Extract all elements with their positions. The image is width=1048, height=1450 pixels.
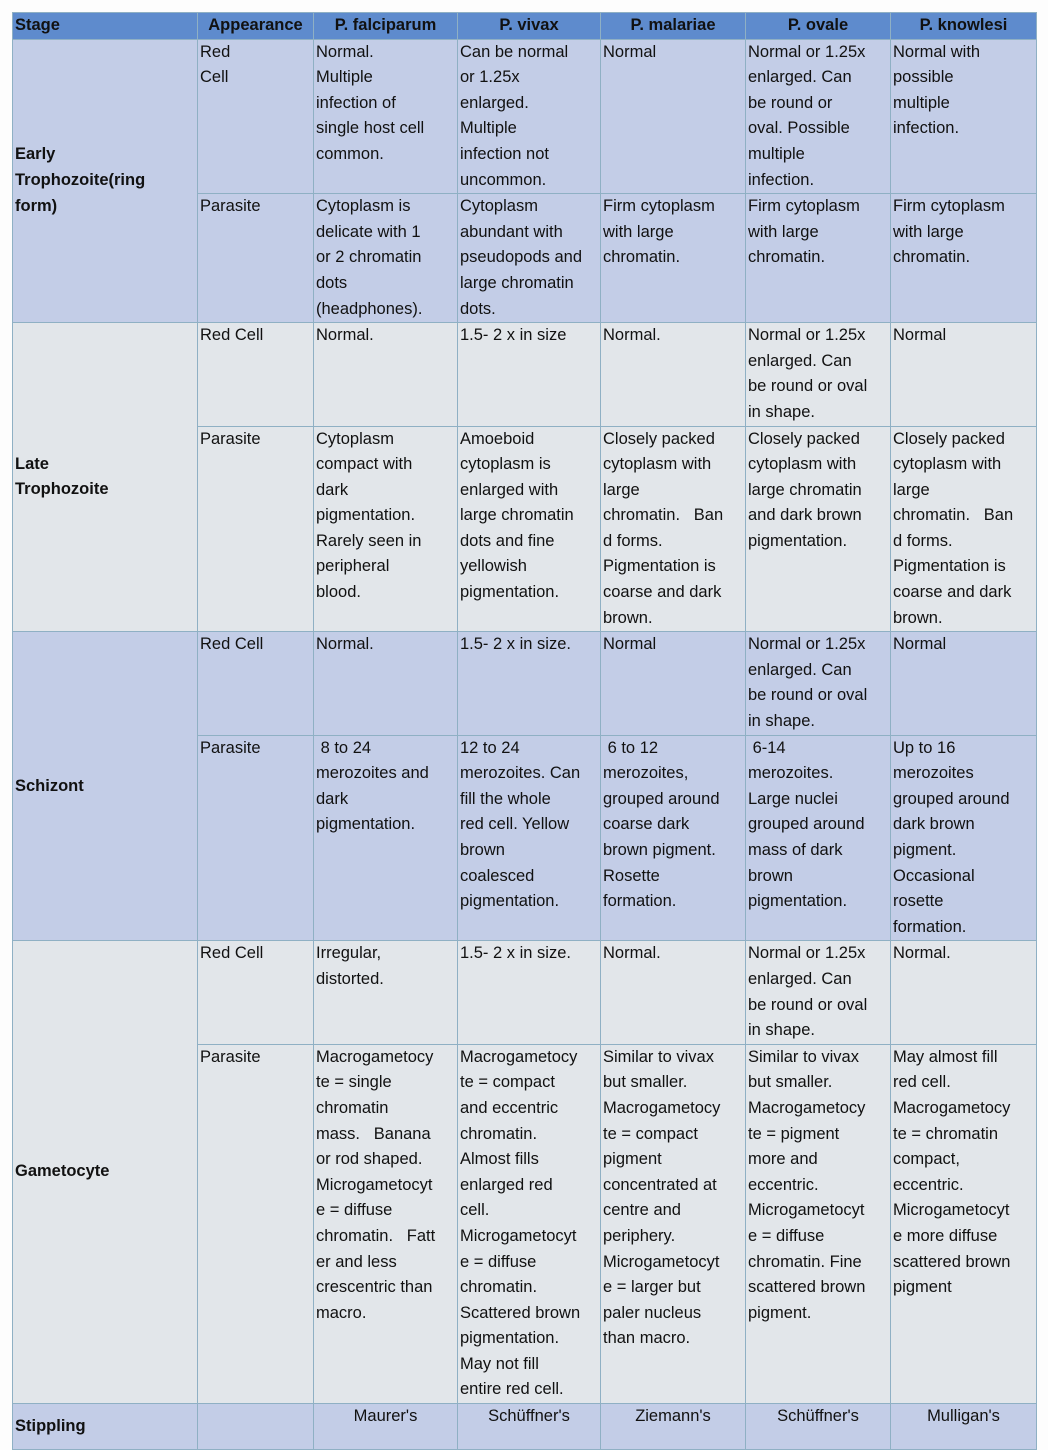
table-row <box>13 39 1037 194</box>
cell-p-vivax: Amoeboid cytoplasm is enlarged with large chromatin dots and fine yellowish pigmentation. <box>458 426 601 632</box>
stippling-p-knowlesi: Mulligan's <box>891 1404 1037 1450</box>
cell-p-ovale: Normal or 1.25x enlarged. Can be round or oval. Possible multiple infection. <box>746 39 891 194</box>
cell-p-knowlesi: Up to 16 merozoites grouped around dark brown pigment. Occasional rosette formation. <box>891 735 1037 941</box>
cell-p-ovale: Normal or 1.25x enlarged. Can be round or oval in shape. <box>746 941 891 1044</box>
cell-p-knowlesi: Closely packed cytoplasm with large chromatin. Ban d forms. Pigmentation is coarse and dark brown. <box>891 426 1037 632</box>
cell-p-falciparum: Cytoplasm compact with dark pigmentation. Rarely seen in peripheral blood. <box>314 426 458 632</box>
cell-p-malariae: Firm cytoplasm with large chromatin. <box>601 194 746 323</box>
cell-p-falciparum: Cytoplasm is delicate with 1 or 2 chromatin dots (headphones). <box>314 194 458 323</box>
cell-p-ovale: Similar to vivax but smaller. Macrogametocy te = pigment more and eccentric. Microgametocyt e = diffuse chromatin. Fine scattered brown pigment. <box>746 1044 891 1403</box>
cell-p-malariae: Normal. <box>601 323 746 426</box>
stage-label: Early Trophozoite(ring form) <box>13 39 198 323</box>
header-row <box>13 13 1037 40</box>
appearance-label <box>198 1404 314 1450</box>
header-p-knowlesi: P. knowlesi <box>891 13 1037 40</box>
appearance-label: Parasite <box>198 1044 314 1403</box>
appearance-label: Parasite <box>198 194 314 323</box>
header-p-falciparum: P. falciparum <box>314 13 458 40</box>
cell-p-malariae: Normal. <box>601 941 746 1044</box>
cell-p-falciparum: 8 to 24 merozoites and dark pigmentation. <box>314 735 458 941</box>
stage-label: Schizont <box>13 632 198 941</box>
cell-p-ovale: 6-14 merozoites. Large nuclei grouped around mass of dark brown pigmentation. <box>746 735 891 941</box>
header-p-ovale: P. ovale <box>746 13 891 40</box>
cell-p-vivax: 12 to 24 merozoites. Can fill the whole red cell. Yellow brown coalesced pigmentation. <box>458 735 601 941</box>
appearance-label: Red Cell <box>198 39 314 194</box>
stippling-p-ovale: Schüffner's <box>746 1404 891 1450</box>
stage-label: Late Trophozoite <box>13 323 198 632</box>
cell-p-vivax: Can be normal or 1.25x enlarged. Multiple infection not uncommon. <box>458 39 601 194</box>
table-row <box>13 323 1037 426</box>
cell-p-knowlesi: Normal. <box>891 941 1037 1044</box>
malaria-species-comparison-table <box>12 12 1037 1450</box>
cell-p-falciparum: Normal. <box>314 632 458 735</box>
header-p-malariae: P. malariae <box>601 13 746 40</box>
stippling-p-vivax: Schüffner's <box>458 1404 601 1450</box>
cell-p-malariae: Similar to vivax but smaller. Macrogametocy te = compact pigment concentrated at centre and periphery. Microgametocyt e = larger but paler nucleus than macro. <box>601 1044 746 1403</box>
cell-p-ovale: Normal or 1.25x enlarged. Can be round or oval in shape. <box>746 632 891 735</box>
cell-p-malariae: Normal <box>601 632 746 735</box>
cell-p-vivax: 1.5- 2 x in size <box>458 323 601 426</box>
cell-p-vivax: 1.5- 2 x in size. <box>458 632 601 735</box>
cell-p-vivax: Macrogametocy te = compact and eccentric chromatin. Almost fills enlarged red cell. Microgametocyt e = diffuse chromatin. Scattered brown pigmentation. May not fill entire red cell. <box>458 1044 601 1403</box>
cell-p-malariae: 6 to 12 merozoites, grouped around coarse dark brown pigment. Rosette formation. <box>601 735 746 941</box>
stippling-p-falciparum: Maurer's <box>314 1404 458 1450</box>
header-stage: Stage <box>13 13 198 40</box>
appearance-label: Parasite <box>198 426 314 632</box>
cell-p-ovale: Closely packed cytoplasm with large chromatin and dark brown pigmentation. <box>746 426 891 632</box>
cell-p-malariae: Closely packed cytoplasm with large chromatin. Ban d forms. Pigmentation is coarse and dark brown. <box>601 426 746 632</box>
cell-p-knowlesi: Normal <box>891 323 1037 426</box>
cell-p-knowlesi: Normal <box>891 632 1037 735</box>
cell-p-vivax: Cytoplasm abundant with pseudopods and large chromatin dots. <box>458 194 601 323</box>
cell-p-falciparum: Normal. Multiple infection of single host cell common. <box>314 39 458 194</box>
header-appearance: Appearance <box>198 13 314 40</box>
cell-p-vivax: 1.5- 2 x in size. <box>458 941 601 1044</box>
appearance-label: Red Cell <box>198 323 314 426</box>
cell-p-malariae: Normal <box>601 39 746 194</box>
appearance-label: Red Cell <box>198 941 314 1044</box>
appearance-label: Red Cell <box>198 632 314 735</box>
cell-p-falciparum: Normal. <box>314 323 458 426</box>
cell-p-ovale: Firm cytoplasm with large chromatin. <box>746 194 891 323</box>
table-row <box>13 632 1037 735</box>
cell-p-falciparum: Irregular, distorted. <box>314 941 458 1044</box>
appearance-label: Parasite <box>198 735 314 941</box>
table-row <box>13 941 1037 1044</box>
stippling-row <box>13 1404 1037 1450</box>
cell-p-falciparum: Macrogametocy te = single chromatin mass. Banana or rod shaped. Microgametocyt e = diffuse chromatin. Fatt er and less crescentric than macro. <box>314 1044 458 1403</box>
stippling-p-malariae: Ziemann's <box>601 1404 746 1450</box>
cell-p-knowlesi: May almost fill red cell. Macrogametocy te = chromatin compact, eccentric. Microgametocyt e more diffuse scattered brown pigment <box>891 1044 1037 1403</box>
header-p-vivax: P. vivax <box>458 13 601 40</box>
stage-label: Gametocyte <box>13 941 198 1404</box>
stage-label: Stippling <box>13 1404 198 1450</box>
cell-p-ovale: Normal or 1.25x enlarged. Can be round or oval in shape. <box>746 323 891 426</box>
cell-p-knowlesi: Normal with possible multiple infection. <box>891 39 1037 194</box>
cell-p-knowlesi: Firm cytoplasm with large chromatin. <box>891 194 1037 323</box>
